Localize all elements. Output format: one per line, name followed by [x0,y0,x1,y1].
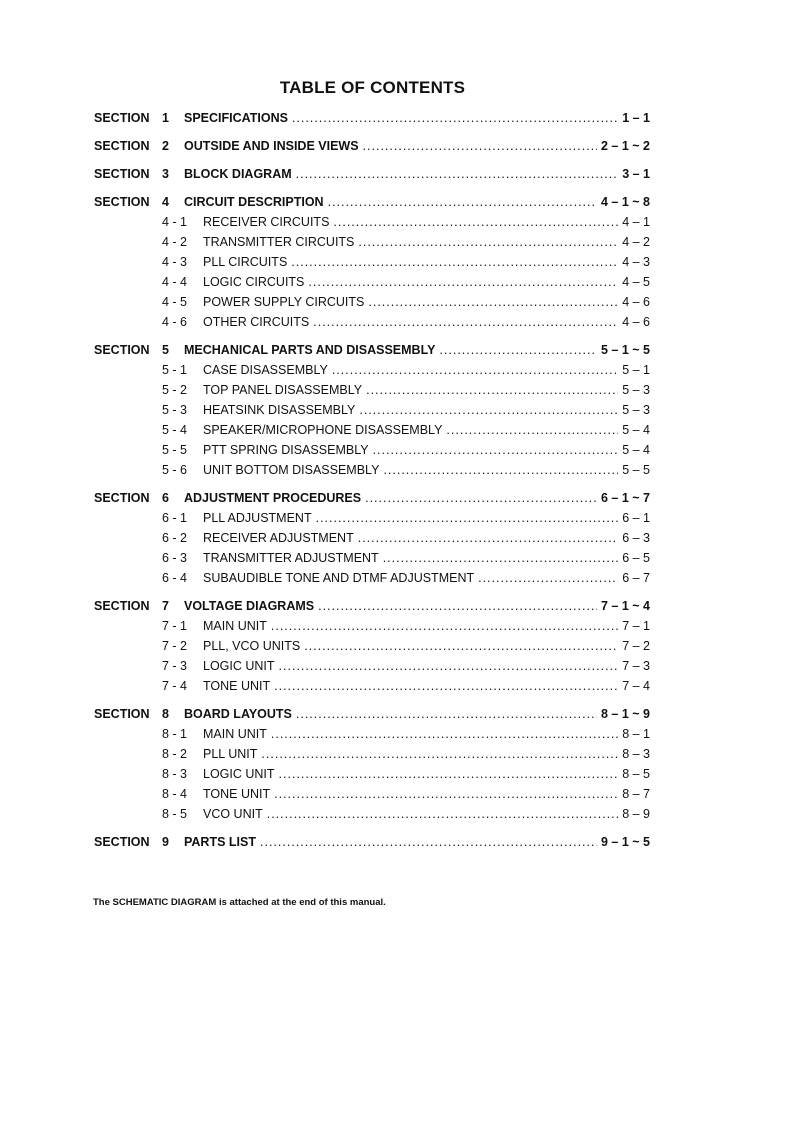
toc-section-row [0,704,797,724]
subsection-page: 4 – 2 [622,235,650,249]
subsection-title: VCO UNIT [203,807,263,821]
section-page: 9 – 1 ~ 5 [601,835,650,849]
toc-section-row [0,192,797,212]
subsection-number: 8 - 5 [162,807,188,821]
toc-section-8 [0,704,797,824]
toc-subsection-row [0,312,797,332]
dot-leader [365,491,597,505]
toc-subsection-row [0,212,797,232]
section-page: 4 – 1 ~ 8 [601,195,650,209]
subsection-number: 7 - 4 [162,679,188,693]
subsection-number: 6 - 2 [162,531,188,545]
dot-leader [308,275,618,289]
dot-leader [366,383,618,397]
subsection-page: 5 – 5 [622,463,650,477]
section-number: 5 [162,343,169,357]
section-page: 8 – 1 ~ 9 [601,707,650,721]
toc-section-7 [0,596,797,696]
subsection-title: LOGIC CIRCUITS [203,275,305,289]
subsection-page: 6 – 7 [622,571,650,585]
toc-subsection-row [0,764,797,784]
subsection-title: PLL UNIT [203,747,258,761]
table-of-contents [0,108,797,860]
dot-leader [446,423,618,437]
dot-leader [271,619,618,633]
subsection-page: 5 – 4 [622,443,650,457]
dot-leader [271,727,618,741]
toc-subsection-row [0,272,797,292]
subsection-number: 8 - 4 [162,787,188,801]
subsection-title: MAIN UNIT [203,619,267,633]
subsection-number: 4 - 6 [162,315,188,329]
dot-leader [279,767,619,781]
subsection-title: TRANSMITTER CIRCUITS [203,235,355,249]
section-label: SECTION [94,111,150,125]
footnote: The SCHEMATIC DIAGRAM is attached at the end of this manual. [93,897,386,908]
subsection-number: 5 - 5 [162,443,188,457]
dot-leader [368,295,618,309]
toc-section-row [0,596,797,616]
dot-leader [267,807,618,821]
subsection-number: 4 - 5 [162,295,188,309]
toc-subsection-row [0,380,797,400]
subsection-title: TRANSMITTER ADJUSTMENT [203,551,379,565]
section-page: 7 – 1 ~ 4 [601,599,650,613]
section-label: SECTION [94,835,150,849]
toc-section-4 [0,192,797,332]
section-title: ADJUSTMENT PROCEDURES [184,491,362,505]
toc-subsection-row [0,804,797,824]
section-label: SECTION [94,707,150,721]
subsection-title: PLL, VCO UNITS [203,639,301,653]
section-title: SPECIFICATIONS [184,111,288,125]
section-page: 2 – 1 ~ 2 [601,139,650,153]
dot-leader [279,659,619,673]
dot-leader [439,343,597,357]
subsection-title: RECEIVER ADJUSTMENT [203,531,354,545]
dot-leader [296,167,619,181]
subsection-title: PTT SPRING DISASSEMBLY [203,443,369,457]
section-label: SECTION [94,139,150,153]
toc-subsection-row [0,232,797,252]
subsection-number: 6 - 4 [162,571,188,585]
subsection-page: 7 – 3 [622,659,650,673]
section-page: 3 – 1 [622,167,650,181]
dot-leader [332,363,618,377]
toc-subsection-row [0,440,797,460]
dot-leader [383,463,618,477]
subsection-number: 4 - 2 [162,235,188,249]
toc-subsection-row [0,508,797,528]
section-title: VOLTAGE DIAGRAMS [184,599,315,613]
toc-section-row [0,340,797,360]
subsection-number: 4 - 4 [162,275,188,289]
toc-subsection-row [0,360,797,380]
subsection-number: 5 - 1 [162,363,188,377]
section-number: 3 [162,167,169,181]
subsection-title: RECEIVER CIRCUITS [203,215,330,229]
dot-leader [260,835,597,849]
toc-subsection-row [0,528,797,548]
toc-subsection-row [0,252,797,272]
subsection-page: 8 – 5 [622,767,650,781]
section-number: 9 [162,835,169,849]
subsection-title: SPEAKER/MICROPHONE DISASSEMBLY [203,423,443,437]
subsection-title: LOGIC UNIT [203,659,275,673]
dot-leader [478,571,618,585]
subsection-page: 4 – 1 [622,215,650,229]
subsection-page: 4 – 5 [622,275,650,289]
section-page: 6 – 1 ~ 7 [601,491,650,505]
section-title: PARTS LIST [184,835,256,849]
subsection-title: TONE UNIT [203,787,271,801]
section-label: SECTION [94,343,150,357]
toc-subsection-row [0,292,797,312]
subsection-title: HEATSINK DISASSEMBLY [203,403,356,417]
toc-subsection-row [0,656,797,676]
subsection-number: 5 - 4 [162,423,188,437]
subsection-page: 5 – 3 [622,403,650,417]
subsection-number: 8 - 2 [162,747,188,761]
subsection-page: 7 – 1 [622,619,650,633]
dot-leader [274,679,618,693]
section-title: BOARD LAYOUTS [184,707,292,721]
section-number: 2 [162,139,169,153]
subsection-title: CASE DISASSEMBLY [203,363,328,377]
subsection-page: 7 – 2 [622,639,650,653]
dot-leader [313,315,618,329]
dot-leader [359,403,618,417]
dot-leader [296,707,597,721]
toc-section-5 [0,340,797,480]
subsection-page: 6 – 1 [622,511,650,525]
section-title: CIRCUIT DESCRIPTION [184,195,324,209]
subsection-title: SUBAUDIBLE TONE AND DTMF ADJUSTMENT [203,571,475,585]
dot-leader [358,235,618,249]
toc-section-row [0,136,797,156]
subsection-number: 8 - 1 [162,727,188,741]
subsection-page: 5 – 4 [622,423,650,437]
subsection-page: 8 – 1 [622,727,650,741]
subsection-number: 4 - 1 [162,215,188,229]
subsection-page: 4 – 3 [622,255,650,269]
section-number: 8 [162,707,169,721]
subsection-title: TONE UNIT [203,679,271,693]
subsection-number: 7 - 2 [162,639,188,653]
subsection-number: 6 - 1 [162,511,188,525]
section-page: 5 – 1 ~ 5 [601,343,650,357]
subsection-number: 7 - 3 [162,659,188,673]
toc-subsection-row [0,616,797,636]
toc-section-row [0,164,797,184]
subsection-page: 8 – 9 [622,807,650,821]
dot-leader [261,747,618,761]
subsection-number: 6 - 3 [162,551,188,565]
toc-section-row [0,108,797,128]
toc-subsection-row [0,568,797,588]
toc-section-9 [0,832,797,852]
subsection-page: 6 – 3 [622,531,650,545]
subsection-page: 5 – 1 [622,363,650,377]
toc-subsection-row [0,636,797,656]
section-number: 6 [162,491,169,505]
dot-leader [316,511,619,525]
section-title: BLOCK DIAGRAM [184,167,292,181]
dot-leader [333,215,618,229]
toc-section-3 [0,164,797,184]
subsection-title: POWER SUPPLY CIRCUITS [203,295,365,309]
toc-subsection-row [0,400,797,420]
dot-leader [363,139,597,153]
section-label: SECTION [94,195,150,209]
subsection-page: 4 – 6 [622,295,650,309]
subsection-page: 7 – 4 [622,679,650,693]
dot-leader [383,551,618,565]
toc-section-6 [0,488,797,588]
toc-subsection-row [0,744,797,764]
section-number: 1 [162,111,169,125]
dot-leader [358,531,618,545]
toc-subsection-row [0,548,797,568]
page-title: TABLE OF CONTENTS [279,78,466,97]
subsection-title: PLL CIRCUITS [203,255,288,269]
toc-section-row [0,488,797,508]
subsection-number: 5 - 6 [162,463,188,477]
toc-section-1 [0,108,797,128]
subsection-page: 6 – 5 [622,551,650,565]
toc-subsection-row [0,420,797,440]
section-title: OUTSIDE AND INSIDE VIEWS [184,139,359,153]
subsection-number: 4 - 3 [162,255,188,269]
dot-leader [274,787,618,801]
subsection-title: OTHER CIRCUITS [203,315,310,329]
dot-leader [292,111,618,125]
toc-subsection-row [0,460,797,480]
subsection-title: LOGIC UNIT [203,767,275,781]
toc-subsection-row [0,784,797,804]
subsection-number: 5 - 3 [162,403,188,417]
toc-subsection-row [0,724,797,744]
subsection-page: 8 – 7 [622,787,650,801]
subsection-number: 8 - 3 [162,767,188,781]
section-label: SECTION [94,167,150,181]
subsection-number: 5 - 2 [162,383,188,397]
section-number: 4 [162,195,169,209]
dot-leader [328,195,597,209]
toc-section-row [0,832,797,852]
subsection-title: UNIT BOTTOM DISASSEMBLY [203,463,380,477]
subsection-number: 7 - 1 [162,619,188,633]
dot-leader [304,639,618,653]
subsection-page: 5 – 3 [622,383,650,397]
subsection-page: 4 – 6 [622,315,650,329]
dot-leader [318,599,597,613]
subsection-page: 8 – 3 [622,747,650,761]
section-number: 7 [162,599,169,613]
subsection-title: PLL ADJUSTMENT [203,511,312,525]
section-label: SECTION [94,599,150,613]
section-label: SECTION [94,491,150,505]
subsection-title: TOP PANEL DISASSEMBLY [203,383,363,397]
toc-section-2 [0,136,797,156]
toc-subsection-row [0,676,797,696]
section-title: MECHANICAL PARTS AND DISASSEMBLY [184,343,436,357]
dot-leader [373,443,619,457]
subsection-title: MAIN UNIT [203,727,267,741]
section-page: 1 – 1 [622,111,650,125]
dot-leader [291,255,618,269]
